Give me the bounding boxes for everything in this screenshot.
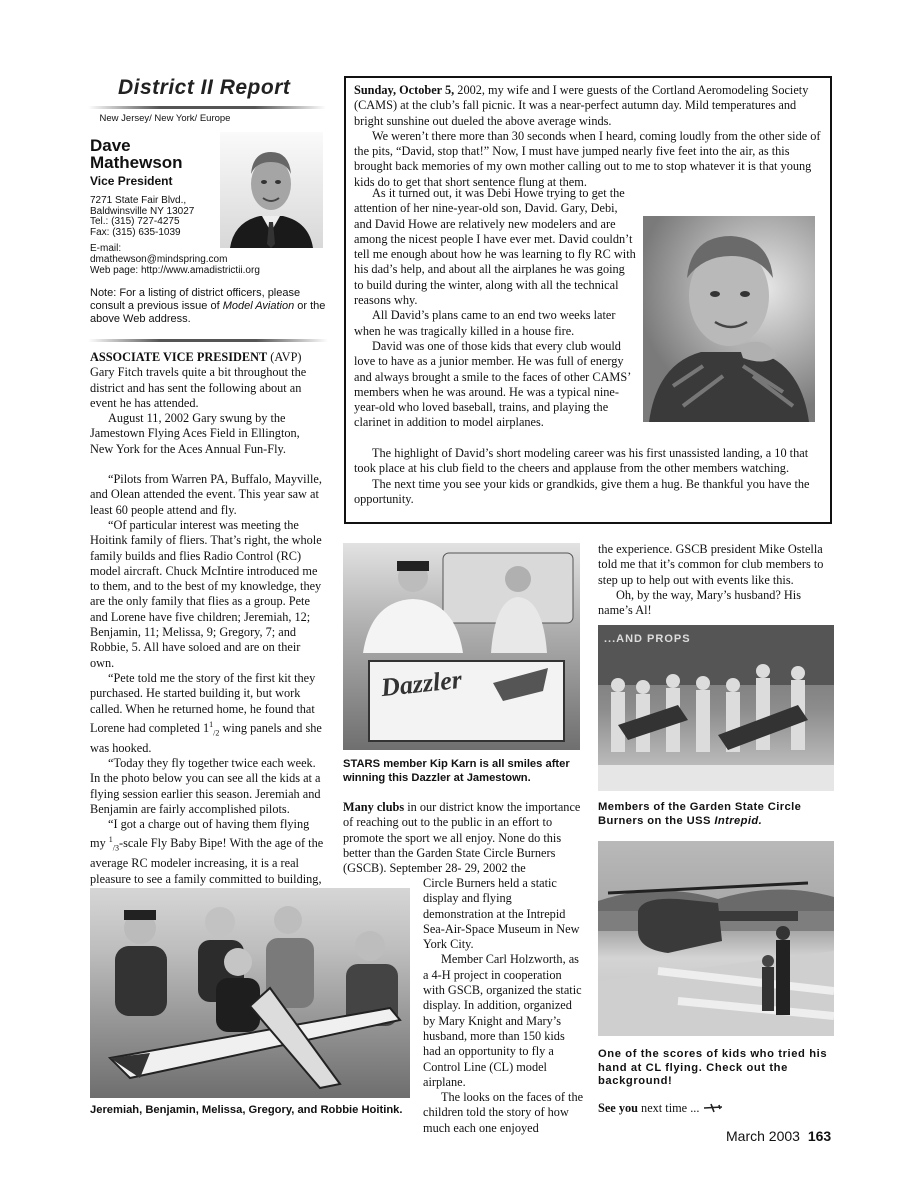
middle-lead: Many clubs (343, 800, 405, 814)
note-emphasis: Model Aviation (222, 300, 295, 312)
left-paragraph-4: “Of particular interest was meeting the Hoitink family of fliers. That’s right, the whole family builds and flies Radio Control (RC) model aircraft. Chuck McIntire introduced me to them, and to the best of my knowledge, they are the only family that flies as a group. Pete and Lorene have five children; Jeremiah, 12; Benjamin, 11; Melissa, 9; Gregory, 7; and Robbie, 5. All have soloed and are on their own. (90, 517, 322, 670)
story-paragraph-2: We weren’t there more than 30 seconds when I heard, coming loudly from the other side of the pits, “David, stop that!” Now, I must have jumped nearly five feet into the air, as this brought back memories of my own mother calling out to me to stop whatever it is that young kids do to get that short sentence flung at them. (354, 128, 821, 189)
kids-illustration (90, 888, 410, 1098)
p5-text: “Pete told me the story of the first kit they purchased. He started building it, but work called. When he returned home, he found that Lorene had completed 1 (90, 670, 316, 735)
address-line-1: 7271 State Fair Blvd., (90, 195, 187, 206)
phone: Tel.: (315) 727-4275 (90, 216, 180, 227)
middle-p1-rest: in our district know the importance of reaching out to the public in an effort to promote the sport we all enjoy. None do this better than the Garden State Circle Burners (GSCB). September 28- 29, 2002 the (343, 800, 581, 876)
props-banner-text: ...AND PROPS (604, 633, 691, 645)
right-paragraph-1: the experience. GSCB president Mike Ostella told me that it’s common for club members to step up to help out with events like this. (598, 542, 824, 587)
memorial-story-text-top (354, 83, 824, 190)
middle-column-text-top (343, 800, 583, 876)
left-column-text (90, 350, 326, 917)
story-paragraph-7: The next time you see your kids or grandkids, give them a hug. Be thankful you have the opportunity. (354, 476, 810, 506)
vp-address (90, 196, 194, 238)
note-text: Note: For a listing of district officers, please consult a previous issue of (90, 287, 301, 312)
note-text-end: or the above Web address. (90, 300, 326, 325)
section-title: District II Report (118, 76, 291, 99)
story-paragraph-6: The highlight of David’s short modeling career was his first unassisted landing, a 10 that took place at his club field to the cheers and applause from the other members watching. (354, 446, 809, 476)
hoitink-kids-photo (90, 888, 410, 1098)
memorial-story-text-bottom (354, 446, 824, 507)
intrepid-caption-text: Members of the Garden State Circle Burners on the USS (598, 801, 802, 827)
address-line-2: Baldwinsville NY 13027 (90, 205, 195, 217)
page-number: 163 (807, 1128, 832, 1144)
web-link[interactable]: Web page: http://www.amadistrictii.org (90, 265, 260, 276)
avp-lead: ASSOCIATE VICE PRESIDENT (90, 350, 268, 364)
fraction-denominator: /2 (213, 728, 220, 738)
kip-karn-photo (343, 543, 580, 750)
airplane-icon (703, 1102, 723, 1117)
vp-portrait-photo (220, 132, 323, 248)
vp-first-name: Dave (90, 136, 131, 155)
right-paragraph-2: Oh, by the way, Mary’s husband? His name’s Al! (598, 587, 801, 618)
page-footer (726, 1128, 831, 1144)
p7-text: “I got a charge out of having them flying my (90, 817, 310, 851)
avp-rest: (AVP) Gary Fitch travels quite a bit throughout the district and has sent the following about an event he has attended. (90, 350, 307, 410)
issue-date: March 2003 (726, 1128, 800, 1144)
helicopter-deck-photo (598, 841, 834, 1036)
kip-illustration (343, 543, 580, 750)
left-paragraph-2: August 11, 2002 Gary swung by the Jamestown Flying Aces Field in Ellington, New York for the Aces Annual Fun-Fly. (90, 411, 300, 456)
portrait-illustration (220, 132, 323, 248)
vp-role: Vice President (90, 174, 173, 188)
middle-paragraph-3: The looks on the faces of the children told the story of how much each one enjoyed (423, 1090, 584, 1135)
kip-caption: STARS member Kip Karn is all smiles after winning this Dazzler at Jamestown. (343, 758, 570, 784)
left-paragraph-3: “Pilots from Warren PA, Buffalo, Mayville, and Olean attended the event. This year saw at least 60 people attend and fly. (90, 472, 322, 517)
middle-column-text-bottom (423, 876, 585, 1136)
fraction-numerator: 1 (108, 835, 113, 845)
intrepid-caption (598, 801, 838, 828)
avp-paragraph (90, 350, 326, 411)
david-portrait-photo (643, 216, 815, 422)
sidebar-rule (88, 339, 328, 342)
title-rule (88, 106, 326, 109)
p7-text-end: -scale Fly Baby Bipe! With the age of the average RC modeler increasing, it is a real pleasure to see a family committed to building, (90, 836, 324, 886)
intrepid-ship-name: Intrepid. (714, 814, 763, 827)
signoff-rest: next time ... (637, 1101, 700, 1115)
p5-text-end: wing panels and she was hooked. (90, 720, 322, 755)
middle-paragraph-1 (343, 800, 583, 876)
vp-last-name: Mathewson (90, 153, 183, 172)
fraction-denominator: /3 (112, 844, 120, 853)
middle-paragraph-2: Member Carl Holzworth, as a 4-H project in cooperation with GSCB, organized the static display. In addition, organized by Mary Knight and Mary’s husband, more than 150 kids had an opportunity to fly a Control Line (CL) model airplane. (423, 952, 582, 1089)
helicopter-illustration (598, 841, 834, 1036)
right-column-text (598, 542, 834, 618)
memorial-story-text-mid (354, 186, 636, 431)
story-lead: Sunday, October 5, (354, 83, 455, 97)
hoitink-caption: Jeremiah, Benjamin, Melissa, Gregory, and Robbie Hoitink. (90, 1104, 403, 1116)
signoff-lead: See you (598, 1101, 638, 1115)
intrepid-illustration (598, 625, 834, 791)
dazzler-box-label: Dazzler (379, 664, 464, 703)
district-note (90, 287, 330, 326)
email-link[interactable]: dmathewson@mindspring.com (90, 254, 228, 265)
signoff (598, 1101, 723, 1117)
story-paragraph-3: As it turned out, it was Debi Howe trying to get the attention of her nine-year-old son, David. Gary, Debi, and David Howe are relatively new modelers and are among the nicest people I have ever met. David couldn’t tell me enough about how he was learning to fly RC with his dad’s help, and about all the airplanes he was going to build during the winter, along with all the technical reasons why. (354, 186, 636, 308)
region: New Jersey/ New York/ Europe (99, 113, 231, 124)
helicopter-caption: One of the scores of kids who tried his hand at CL flying. Check out the background! (598, 1048, 828, 1087)
middle-paragraph-1-cont: Circle Burners held a static display and flying demonstration at the Intrepid Sea-Air-Space Museum in New York City. (423, 876, 580, 952)
story-paragraph-5: David was one of those kids that every club would love to have as a junior member. He was full of energy and always brought a smile to the faces of other CAMS’ members when he was around. He was a typical nine-year-old who loved baseball, trains, and playing the clarinet in addition to model airplanes. (354, 338, 631, 430)
david-illustration (643, 216, 815, 422)
left-paragraph-6: “Today they fly together twice each week. In the photo below you can see all the kids at a flying session earlier this season. Jeremiah and Benjamin are fairly accomplished pilots. (90, 755, 321, 816)
story-paragraph-1 (354, 83, 824, 129)
fax: Fax: (315) 635-1039 (90, 226, 181, 238)
left-paragraph-5 (90, 671, 326, 756)
email-label: E-mail: (90, 243, 122, 254)
story-paragraph-4: All David’s plans came to an end two weeks later when he was tragically killed in a house fire. (354, 308, 616, 338)
intrepid-group-photo (598, 625, 834, 791)
fraction-numerator: 1 (209, 719, 214, 729)
story-p1-rest: 2002, my wife and I were guests of the Cortland Aeromodeling Society (CAMS) at the club’s fall picnic. It was a near-perfect autumn day. Mild temperatures and bright sunshine out dueled the above average winds. (354, 83, 809, 128)
